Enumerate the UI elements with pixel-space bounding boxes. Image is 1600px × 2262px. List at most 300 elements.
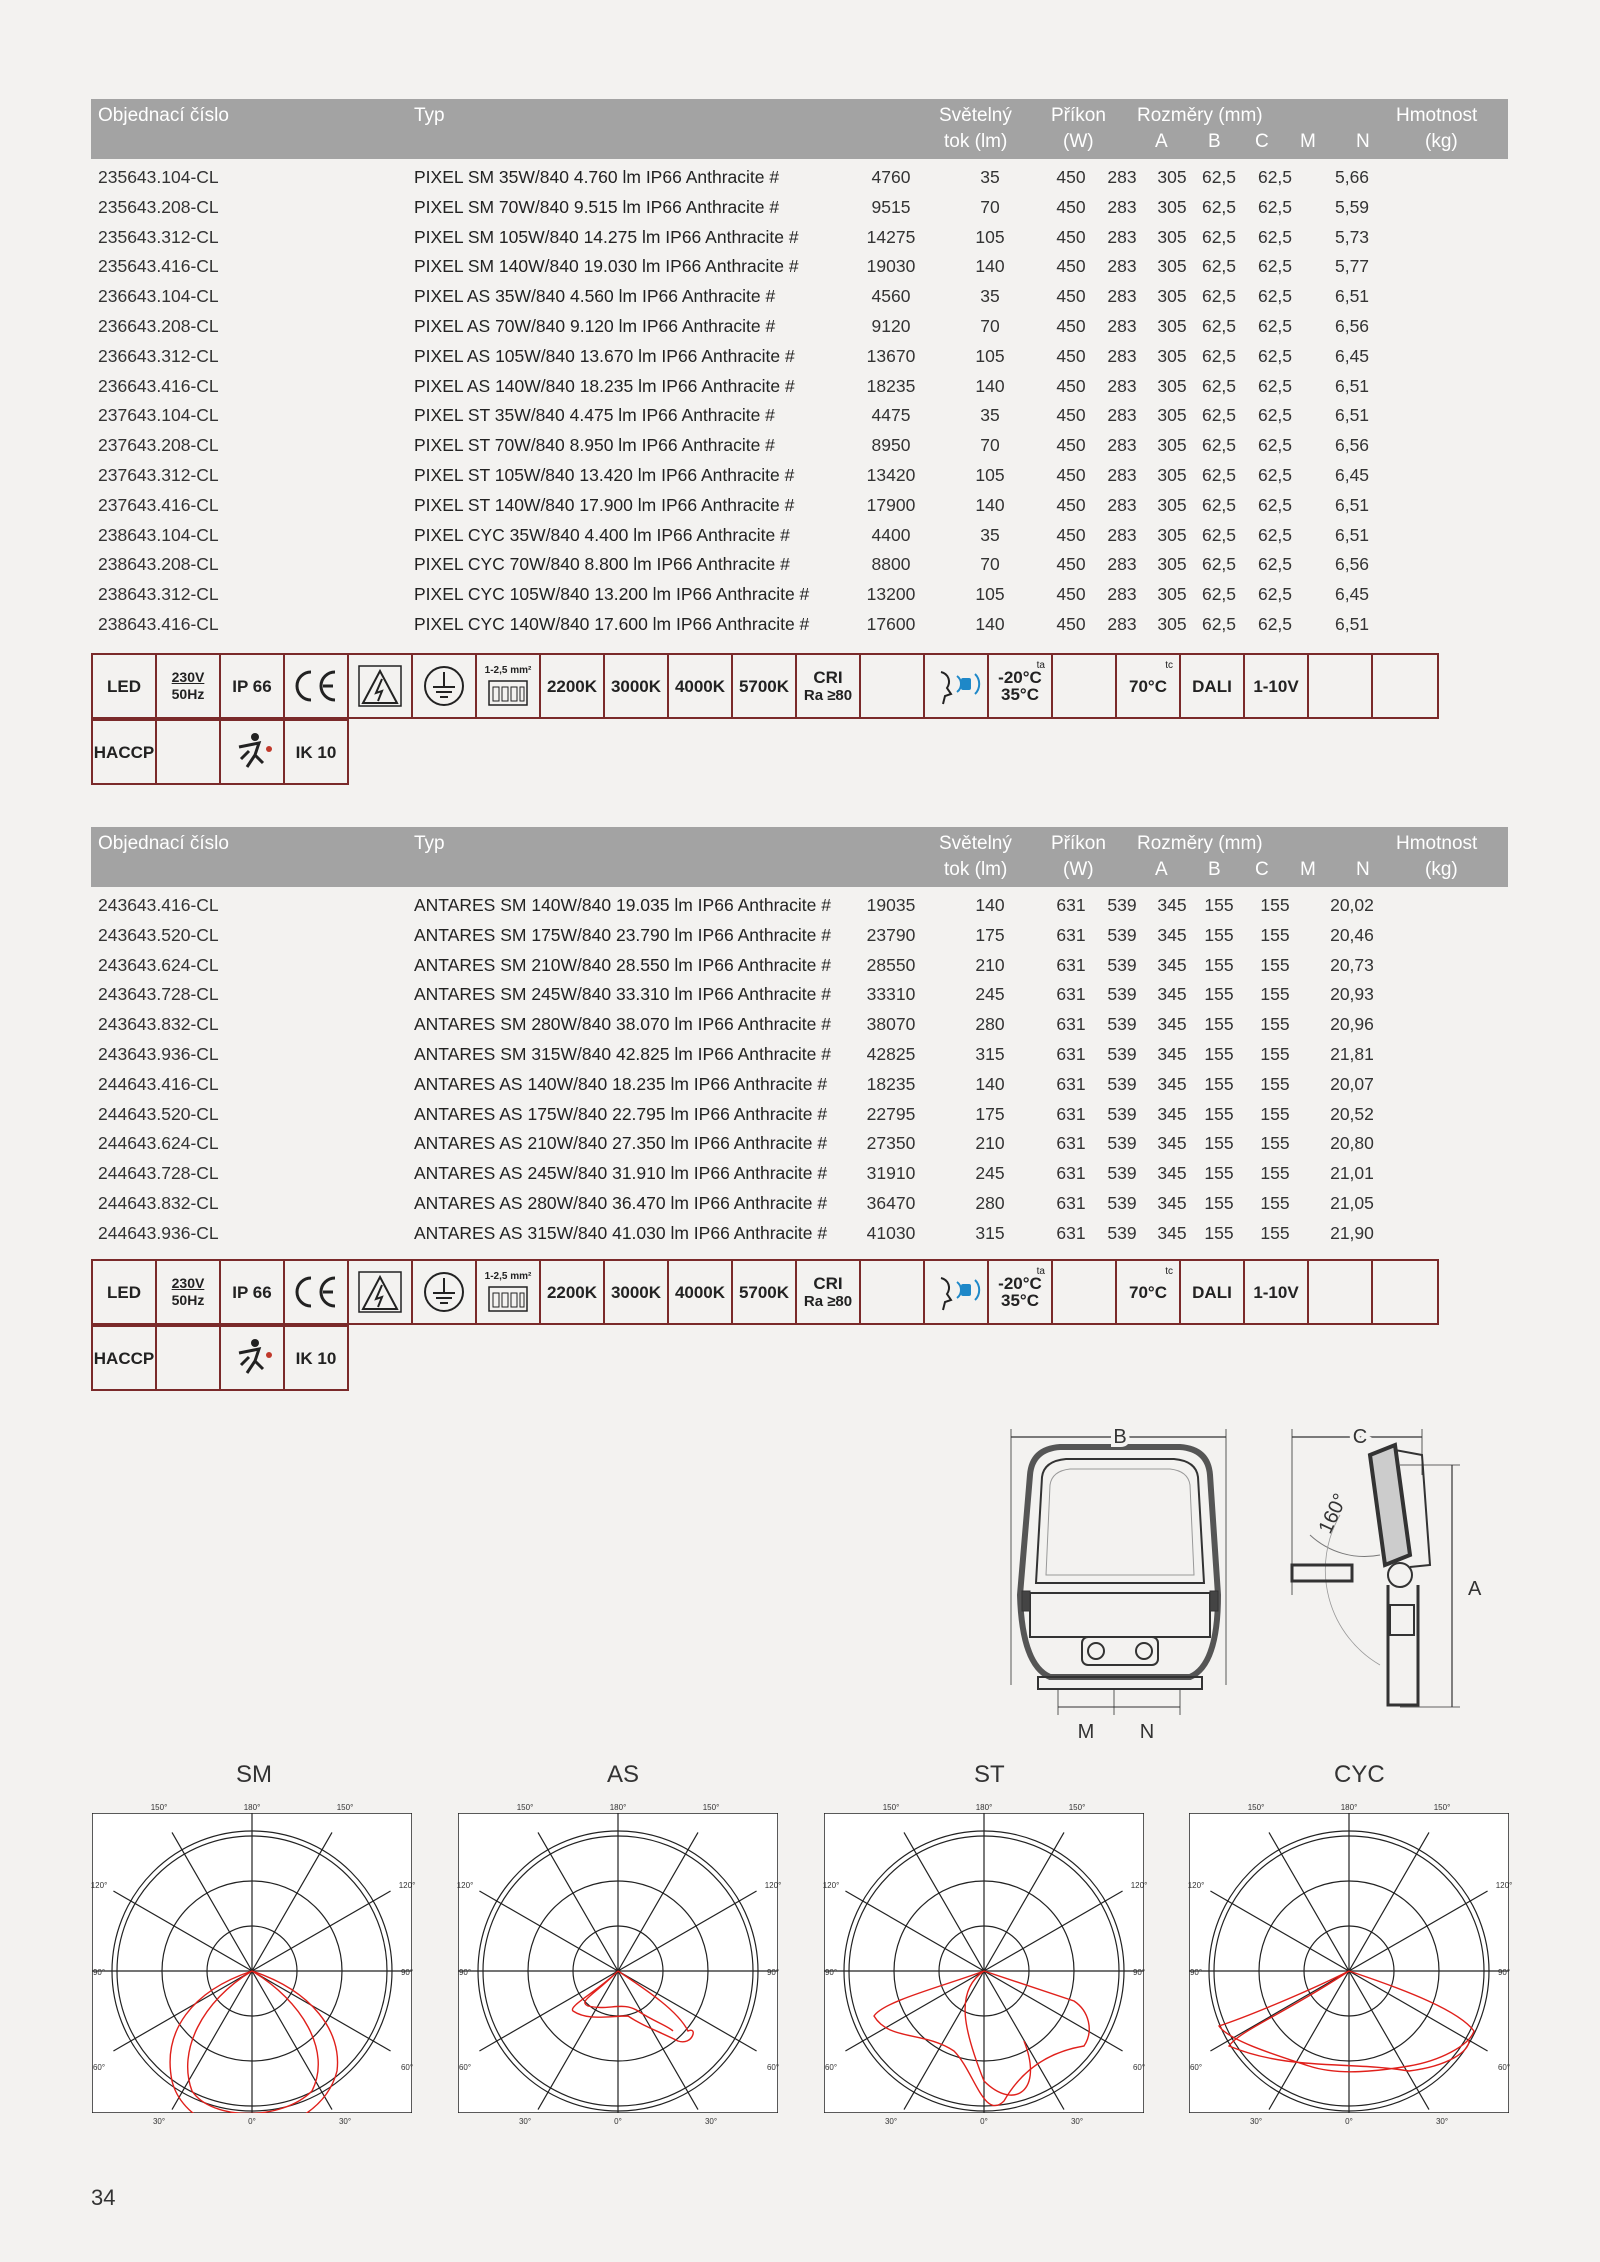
polar-angle-label: 90° (1132, 1968, 1146, 1977)
cell-power: 70 (980, 554, 1000, 575)
cell-m: 155 (1204, 924, 1234, 945)
cell-c: 345 (1157, 924, 1187, 945)
cell-c: 345 (1157, 1133, 1187, 1154)
polar-angle-label: 60° (1497, 2063, 1511, 2072)
cell-type: PIXEL AS 140W/840 18.235 lm IP66 Anthracite # (414, 375, 795, 396)
ambient-temp-badge: ta -20°C 35°C (987, 653, 1053, 719)
cell-power: 280 (975, 1192, 1005, 1213)
cell-type: PIXEL AS 35W/840 4.560 lm IP66 Anthracite # (414, 286, 776, 307)
cell-n: 62,5 (1257, 286, 1293, 307)
impact-icon (219, 1325, 285, 1391)
cell-a: 631 (1056, 984, 1086, 1005)
empty-cell (859, 1259, 925, 1325)
table-row (91, 521, 1508, 551)
cell-m: 62,5 (1201, 494, 1237, 515)
cell-type: ANTARES SM 280W/840 38.070 lm IP66 Anthracite # (414, 1014, 831, 1035)
led-badge: LED (91, 1259, 157, 1325)
header-code: Objednací číslo (98, 833, 229, 854)
table-row (91, 580, 1508, 610)
cell-weight: 21,81 (1330, 1043, 1374, 1064)
cell-m: 62,5 (1201, 315, 1237, 336)
cell-c: 345 (1157, 1103, 1187, 1124)
cell-code: 236643.416-CL (98, 375, 219, 396)
cell-b: 539 (1107, 1043, 1137, 1064)
polar-angle-label: 150° (336, 1803, 354, 1812)
header-weight: Hmotnost (1396, 105, 1478, 126)
cell-weight: 5,73 (1334, 226, 1370, 247)
cell-code: 235643.104-CL (98, 167, 219, 187)
header-type: Typ (414, 833, 445, 854)
ground-icon (411, 653, 477, 719)
table-pixel (91, 99, 1508, 640)
header-flux: Světelný (939, 833, 1012, 854)
cell-weight: 20,02 (1330, 895, 1374, 915)
cell-b: 539 (1107, 1222, 1137, 1243)
cell-n: 155 (1260, 1043, 1290, 1064)
cell-m: 62,5 (1201, 167, 1237, 187)
cell-type: PIXEL ST 105W/840 13.420 lm IP66 Anthracite # (414, 464, 795, 485)
cct-5700k-badge: 5700K (731, 653, 797, 719)
header-flux: Světelný (939, 105, 1012, 126)
cell-a: 450 (1056, 464, 1086, 485)
cell-weight: 6,51 (1334, 286, 1370, 307)
dim-label-m: M (1077, 1721, 1095, 1743)
cell-type: ANTARES SM 315W/840 42.825 lm IP66 Anthracite # (414, 1043, 831, 1064)
cell-flux: 17900 (866, 494, 916, 515)
polar-angle-label: 60° (766, 2063, 780, 2072)
header-flux-unit: tok (lm) (944, 859, 1008, 880)
polar-angle-label: 90° (458, 1968, 472, 1977)
cell-c: 305 (1157, 554, 1187, 575)
cri-badge: CRI Ra ≥80 (795, 1259, 861, 1325)
polar-angle-label: 30° (704, 2117, 718, 2126)
page-number: 34 (91, 2185, 116, 2210)
cell-type: PIXEL CYC 35W/840 4.400 lm IP66 Anthracite # (414, 524, 790, 545)
empty-cell (1051, 653, 1117, 719)
cell-c: 305 (1157, 613, 1187, 634)
polar-angle-label: 90° (824, 1968, 838, 1977)
header-dims: Rozměry (mm) (1137, 833, 1263, 854)
cell-type: PIXEL AS 105W/840 13.670 lm IP66 Anthracite # (414, 345, 795, 366)
cell-b: 283 (1107, 554, 1137, 575)
cell-c: 345 (1157, 1073, 1187, 1094)
polar-title-cyc: CYC (1334, 1761, 1385, 1788)
cell-m: 62,5 (1201, 256, 1237, 277)
cell-weight: 6,51 (1334, 524, 1370, 545)
cell-flux: 33310 (866, 984, 916, 1005)
polar-angle-label: 120° (1188, 1881, 1205, 1890)
cell-a: 450 (1056, 554, 1086, 575)
cell-power: 70 (980, 315, 1000, 336)
cell-power: 175 (975, 924, 1005, 945)
header-n: N (1356, 131, 1370, 152)
polar-angle-label: 90° (766, 1968, 780, 1977)
cell-weight: 20,52 (1330, 1103, 1374, 1124)
dim-label-b: B (1113, 1426, 1127, 1448)
cell-a: 450 (1056, 435, 1086, 456)
header-c: C (1255, 131, 1269, 152)
cell-n: 62,5 (1257, 584, 1293, 605)
polar-diagram-as (457, 1798, 781, 2128)
cell-code: 237643.312-CL (98, 464, 219, 485)
dim-1-10v-badge: 1-10V (1243, 653, 1309, 719)
polar-angle-label: 90° (1189, 1968, 1203, 1977)
cell-flux: 18235 (866, 1073, 916, 1094)
cell-c: 345 (1157, 1222, 1187, 1243)
cell-a: 450 (1056, 584, 1086, 605)
cell-n: 62,5 (1257, 226, 1293, 247)
polar-angle-label: 180° (243, 1803, 261, 1812)
cct-4000k-badge: 4000K (667, 1259, 733, 1325)
cell-b: 539 (1107, 1103, 1137, 1124)
polar-angle-label: 60° (400, 2063, 414, 2072)
cell-n: 62,5 (1257, 345, 1293, 366)
cell-a: 631 (1056, 1163, 1086, 1184)
feature-icons-row-1b (91, 719, 347, 785)
header-power-unit: (W) (1063, 131, 1094, 152)
cell-type: PIXEL ST 140W/840 17.900 lm IP66 Anthracite # (414, 494, 795, 515)
cell-type: PIXEL SM 35W/840 4.760 lm IP66 Anthracite # (414, 167, 780, 187)
cell-m: 155 (1204, 895, 1234, 915)
cell-flux: 14275 (866, 226, 916, 247)
feature-icons-row-2b (91, 1325, 347, 1391)
cell-m: 155 (1204, 1133, 1234, 1154)
empty-cell (155, 1325, 221, 1391)
cell-b: 283 (1107, 375, 1137, 396)
table-header (91, 99, 1508, 159)
cell-a: 450 (1056, 167, 1086, 187)
cell-code: 236643.312-CL (98, 345, 219, 366)
cell-a: 631 (1056, 1103, 1086, 1124)
cell-weight: 6,51 (1334, 613, 1370, 634)
cell-power: 175 (975, 1103, 1005, 1124)
cell-b: 283 (1107, 464, 1137, 485)
polar-angle-label: 120° (764, 1881, 781, 1890)
header-power: Příkon (1051, 833, 1106, 854)
table-row (91, 491, 1508, 521)
header-weight-unit: (kg) (1425, 131, 1458, 152)
cell-type: PIXEL CYC 70W/840 8.800 lm IP66 Anthracite # (414, 554, 790, 575)
cell-m: 62,5 (1201, 196, 1237, 217)
cell-code: 236643.104-CL (98, 286, 219, 307)
cell-flux: 4475 (871, 405, 911, 426)
cell-n: 155 (1260, 984, 1290, 1005)
class-ii-warning-icon (347, 653, 413, 719)
cell-type: PIXEL ST 35W/840 4.475 lm IP66 Anthracite # (414, 405, 775, 426)
cell-n: 62,5 (1257, 524, 1293, 545)
cell-code: 237643.208-CL (98, 435, 219, 456)
cell-b: 283 (1107, 226, 1137, 247)
header-flux-unit: tok (lm) (944, 131, 1008, 152)
cell-c: 345 (1157, 1014, 1187, 1035)
class-ii-warning-icon (347, 1259, 413, 1325)
cell-flux: 13420 (866, 464, 916, 485)
ambient-temp-badge: ta -20°C 35°C (987, 1259, 1053, 1325)
cell-n: 62,5 (1257, 256, 1293, 277)
polar-angle-label: 60° (1189, 2063, 1203, 2072)
cell-a: 450 (1056, 405, 1086, 426)
cell-type: ANTARES AS 315W/840 41.030 lm IP66 Anthracite # (414, 1222, 828, 1243)
polar-title-as: AS (607, 1761, 640, 1788)
table-row (91, 252, 1508, 282)
cell-power: 140 (975, 375, 1005, 396)
cell-power: 140 (975, 494, 1005, 515)
cct-2200k-badge: 2200K (539, 1259, 605, 1325)
cell-b: 539 (1107, 1073, 1137, 1094)
cell-a: 450 (1056, 256, 1086, 277)
cell-c: 345 (1157, 1192, 1187, 1213)
cell-code: 237643.416-CL (98, 494, 219, 515)
cell-type: ANTARES SM 175W/840 23.790 lm IP66 Anthracite # (414, 924, 831, 945)
cell-b: 283 (1107, 256, 1137, 277)
empty-cell (1307, 1259, 1373, 1325)
cell-a: 450 (1056, 524, 1086, 545)
cell-power: 70 (980, 196, 1000, 217)
cell-flux: 41030 (866, 1222, 916, 1243)
ce-icon (283, 1259, 349, 1325)
polar-angle-label: 30° (518, 2117, 532, 2126)
cell-power: 210 (975, 1133, 1005, 1154)
cell-code: 243643.936-CL (98, 1043, 219, 1064)
cell-weight: 6,45 (1334, 345, 1370, 366)
table-row (91, 1100, 1508, 1130)
cell-a: 631 (1056, 1043, 1086, 1064)
dali-badge: DALI (1179, 653, 1245, 719)
polar-angle-label: 90° (400, 1968, 414, 1977)
cell-c: 305 (1157, 405, 1187, 426)
cell-c: 345 (1157, 895, 1187, 915)
cell-flux: 9515 (871, 196, 911, 217)
cell-code: 243643.728-CL (98, 984, 219, 1005)
header-power: Příkon (1051, 105, 1106, 126)
cell-weight: 21,90 (1330, 1222, 1374, 1243)
polar-diagram-st (823, 1798, 1147, 2128)
polar-angle-label: 120° (91, 1881, 108, 1890)
cell-m: 62,5 (1201, 226, 1237, 247)
cell-weight: 20,73 (1330, 954, 1374, 975)
table-row (91, 951, 1508, 981)
cell-n: 62,5 (1257, 167, 1293, 187)
cell-code: 244643.832-CL (98, 1192, 219, 1213)
cell-flux: 38070 (866, 1014, 916, 1035)
cell-power: 35 (980, 405, 1000, 426)
cell-m: 155 (1204, 1073, 1234, 1094)
cell-weight: 21,01 (1330, 1163, 1374, 1184)
cell-n: 62,5 (1257, 494, 1293, 515)
cell-weight: 6,45 (1334, 584, 1370, 605)
tilt-angle-label: 160° (1314, 1490, 1353, 1538)
cell-m: 155 (1204, 1014, 1234, 1035)
cell-power: 245 (975, 1163, 1005, 1184)
cell-a: 631 (1056, 1014, 1086, 1035)
cell-type: PIXEL CYC 105W/840 13.200 lm IP66 Anthracite # (414, 584, 810, 605)
cell-code: 235643.312-CL (98, 226, 219, 247)
voltage-badge: 230V 50Hz (155, 653, 221, 719)
cell-n: 62,5 (1257, 613, 1293, 634)
cell-a: 450 (1056, 315, 1086, 336)
polar-angle-label: 0° (1345, 2117, 1353, 2126)
cell-code: 237643.104-CL (98, 405, 219, 426)
cell-n: 155 (1260, 924, 1290, 945)
cell-weight: 6,56 (1334, 554, 1370, 575)
table-body (91, 163, 1508, 640)
table-row (91, 1010, 1508, 1040)
cell-m: 62,5 (1201, 524, 1237, 545)
cell-n: 62,5 (1257, 315, 1293, 336)
cell-b: 283 (1107, 524, 1137, 545)
cell-weight: 20,46 (1330, 924, 1374, 945)
cct-3000k-badge: 3000K (603, 1259, 669, 1325)
haccp-badge: HACCP (91, 1325, 157, 1391)
cell-m: 62,5 (1201, 613, 1237, 634)
cell-code: 244643.416-CL (98, 1073, 219, 1094)
impact-icon (219, 719, 285, 785)
cell-weight: 5,77 (1334, 256, 1370, 277)
cell-c: 305 (1157, 196, 1187, 217)
empty-cell (1371, 1259, 1439, 1325)
cell-flux: 27350 (866, 1133, 916, 1154)
led-badge: LED (91, 653, 157, 719)
polar-angle-label: 30° (1249, 2117, 1263, 2126)
cell-b: 539 (1107, 984, 1137, 1005)
cell-m: 62,5 (1201, 584, 1237, 605)
voltage-badge: 230V 50Hz (155, 1259, 221, 1325)
cell-power: 140 (975, 256, 1005, 277)
table-row (91, 223, 1508, 253)
cell-code: 243643.624-CL (98, 954, 219, 975)
header-b: B (1208, 859, 1221, 880)
cell-c: 305 (1157, 167, 1187, 187)
cct-4000k-badge: 4000K (667, 653, 733, 719)
polar-angle-label: 30° (884, 2117, 898, 2126)
cell-flux: 31910 (866, 1163, 916, 1184)
cell-type: ANTARES AS 210W/840 27.350 lm IP66 Anthracite # (414, 1133, 828, 1154)
table-row (91, 610, 1508, 640)
dali-badge: DALI (1179, 1259, 1245, 1325)
cell-b: 539 (1107, 1014, 1137, 1035)
cell-weight: 20,93 (1330, 984, 1374, 1005)
polar-angle-label: 0° (614, 2117, 622, 2126)
cct-5700k-badge: 5700K (731, 1259, 797, 1325)
polar-angle-label: 120° (398, 1881, 415, 1890)
cell-code: 235643.416-CL (98, 256, 219, 277)
cell-n: 155 (1260, 1133, 1290, 1154)
sensor-icon (923, 653, 989, 719)
polar-angle-label: 0° (980, 2117, 988, 2126)
cell-code: 238643.104-CL (98, 524, 219, 545)
cell-b: 283 (1107, 167, 1137, 187)
polar-angle-label: 120° (1130, 1881, 1147, 1890)
header-m: M (1300, 131, 1316, 152)
cell-n: 155 (1260, 1222, 1290, 1243)
table-row (91, 921, 1508, 951)
cell-b: 283 (1107, 613, 1137, 634)
table-row (91, 891, 1508, 921)
cell-code: 238643.416-CL (98, 613, 219, 634)
cell-flux: 19035 (866, 895, 916, 915)
cell-b: 283 (1107, 494, 1137, 515)
cell-flux: 13670 (866, 345, 916, 366)
cell-n: 155 (1260, 1192, 1290, 1213)
table-row (91, 1219, 1508, 1249)
cell-power: 140 (975, 895, 1005, 915)
polar-angle-label: 120° (1495, 1881, 1512, 1890)
cell-a: 450 (1056, 286, 1086, 307)
cell-n: 62,5 (1257, 375, 1293, 396)
cell-type: PIXEL SM 70W/840 9.515 lm IP66 Anthracite # (414, 196, 780, 217)
sensor-icon (923, 1259, 989, 1325)
cell-c: 305 (1157, 286, 1187, 307)
cell-m: 155 (1204, 1103, 1234, 1124)
cell-type: PIXEL SM 140W/840 19.030 lm IP66 Anthracite # (414, 256, 799, 277)
table-row (91, 1070, 1508, 1100)
feature-icons-row-2 (91, 1259, 1437, 1325)
cell-code: 235643.208-CL (98, 196, 219, 217)
cell-weight: 20,96 (1330, 1014, 1374, 1035)
cell-flux: 8800 (871, 554, 911, 575)
header-a: A (1155, 131, 1168, 152)
table-row (91, 1040, 1508, 1070)
cell-power: 70 (980, 435, 1000, 456)
polar-angle-label: 150° (702, 1803, 720, 1812)
cell-weight: 20,07 (1330, 1073, 1374, 1094)
dim-label-a: A (1468, 1578, 1482, 1600)
polar-title-sm: SM (236, 1761, 272, 1788)
cell-flux: 23790 (866, 924, 916, 945)
cell-b: 283 (1107, 196, 1137, 217)
cell-type: ANTARES AS 175W/840 22.795 lm IP66 Anthracite # (414, 1103, 828, 1124)
cell-power: 315 (975, 1043, 1005, 1064)
cell-flux: 18235 (866, 375, 916, 396)
cell-c: 305 (1157, 524, 1187, 545)
table-row (91, 1159, 1508, 1189)
table-row (91, 980, 1508, 1010)
header-b: B (1208, 131, 1221, 152)
cell-b: 283 (1107, 286, 1137, 307)
polar-angle-label: 180° (1340, 1803, 1358, 1812)
cell-b: 283 (1107, 584, 1137, 605)
table-row (91, 461, 1508, 491)
empty-cell (1371, 653, 1439, 719)
cell-c: 305 (1157, 435, 1187, 456)
polar-angle-label: 180° (609, 1803, 627, 1812)
cell-flux: 17600 (866, 613, 916, 634)
polar-angle-label: 150° (1068, 1803, 1086, 1812)
cell-a: 631 (1056, 1073, 1086, 1094)
polar-angle-label: 180° (975, 1803, 993, 1812)
case-temp-badge: tc 70°C (1115, 1259, 1181, 1325)
cell-c: 345 (1157, 984, 1187, 1005)
front-view (1011, 1429, 1226, 1715)
cell-c: 345 (1157, 954, 1187, 975)
cell-weight: 6,56 (1334, 435, 1370, 456)
cell-c: 345 (1157, 1163, 1187, 1184)
dimension-drawing (990, 1415, 1490, 1755)
cct-2200k-badge: 2200K (539, 653, 605, 719)
cell-type: ANTARES SM 210W/840 28.550 lm IP66 Anthracite # (414, 954, 831, 975)
table-row (91, 282, 1508, 312)
table-row (91, 372, 1508, 402)
empty-cell (1307, 653, 1373, 719)
cell-n: 155 (1260, 1014, 1290, 1035)
cell-type: ANTARES SM 245W/840 33.310 lm IP66 Anthracite # (414, 984, 831, 1005)
cell-code: 236643.208-CL (98, 315, 219, 336)
table-antares (91, 827, 1508, 1249)
table-row (91, 312, 1508, 342)
ground-icon (411, 1259, 477, 1325)
cell-type: ANTARES SM 140W/840 19.035 lm IP66 Anthracite # (414, 895, 831, 915)
cell-c: 345 (1157, 1043, 1187, 1064)
